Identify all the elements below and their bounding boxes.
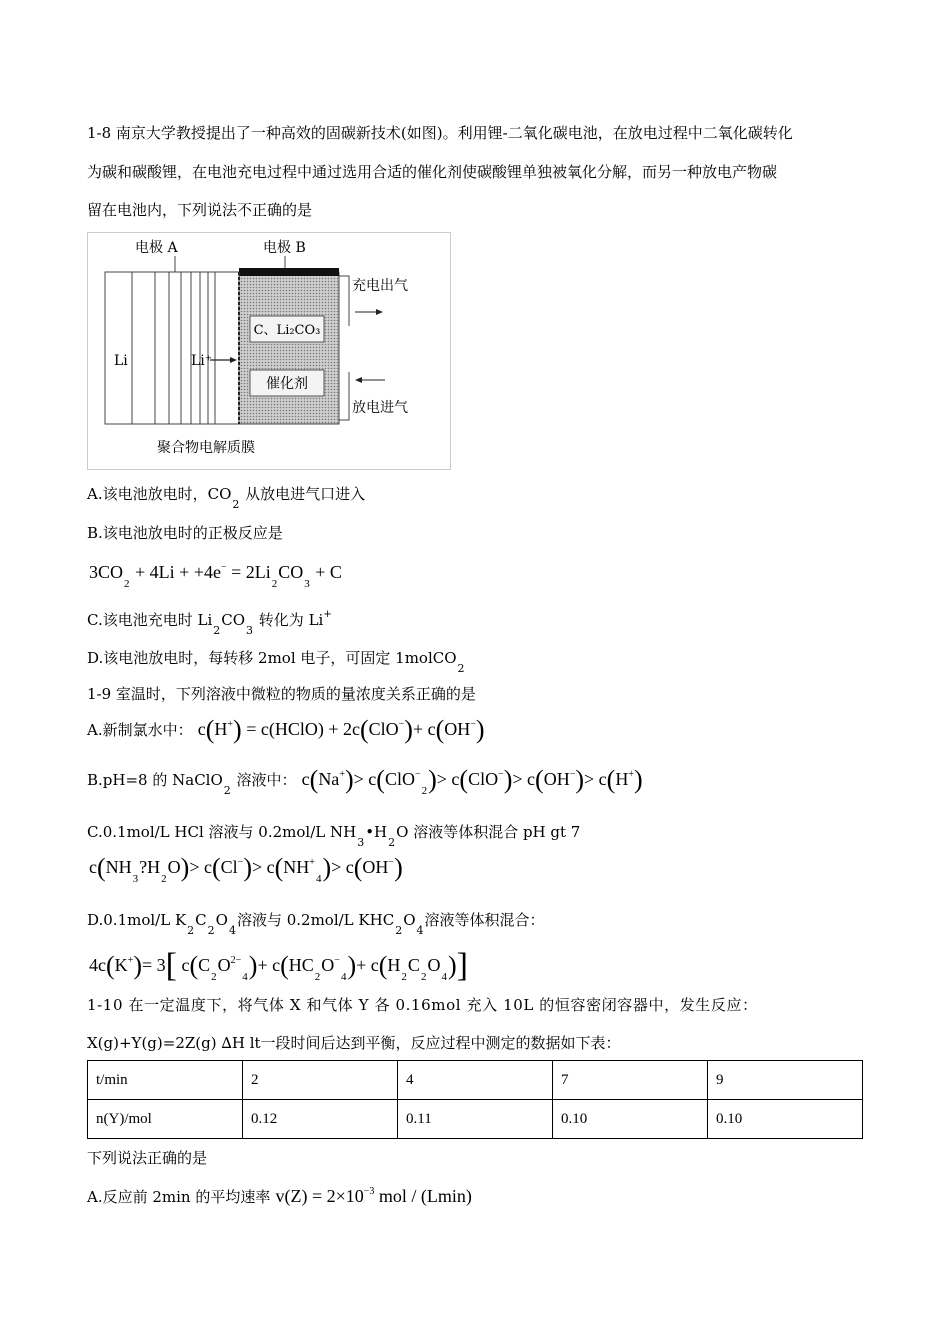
q110-stem-line2: X(g)+Y(g)=2Z(g) ∆H lt一段时间后达到平衡，反应过程中测定的数据如下表：	[87, 1034, 621, 1052]
q18-option-b: B.该电池放电时的正极反应是	[87, 524, 283, 542]
table-cell: n(Y)/mol	[88, 1100, 243, 1139]
q18-line3: 留在电池内，下列说法不正确的是	[87, 201, 313, 219]
q19-option-d-p7: O	[403, 911, 416, 929]
q19-option-c-mid: •H	[365, 823, 388, 841]
eq-b-part-d: CO	[278, 562, 304, 582]
q19-option-d-p1: C	[195, 911, 207, 929]
c-li2co3-label: C、Li₂CO₃	[253, 323, 321, 338]
q19-stem: 1-9 室温时，下列溶液中微粒的物质的量浓度关系正确的是	[87, 685, 476, 703]
eq-b-part-c: = 2Li	[226, 562, 271, 582]
q18-option-d-text: D.该电池放电时，每转移 2mol 电子，可固定 1molCO	[87, 649, 457, 667]
eq-b-part-a: 3CO	[89, 562, 124, 582]
table-cell: t/min	[88, 1061, 243, 1100]
q19-option-c-label: C.0.1mol/L HCl 溶液与 0.2mol/L NH	[87, 823, 357, 841]
q18-option-a-text: A.该电池放电时，CO	[87, 485, 232, 503]
q18-option-c	[87, 609, 332, 637]
q19-option-d-p8: 4	[416, 924, 424, 937]
catalyst-label: 催化剂	[266, 376, 308, 392]
q110-option-a-eq: v(Z) = 2×10	[275, 1186, 364, 1206]
q18-option-c-sub2: 3	[246, 624, 254, 637]
q19-option-d-p2: 2	[207, 924, 215, 937]
q19-option-c-rest: O 溶液等体积混合 pH gt 7	[396, 823, 581, 841]
q18-option-d-sub: 2	[457, 662, 465, 675]
q18-option-d	[87, 648, 466, 675]
table-row	[88, 1100, 863, 1139]
q19-option-a	[87, 712, 485, 752]
table-header-row	[88, 1061, 863, 1100]
q19-option-d-p6: 2	[395, 924, 403, 937]
table-cell: 0.11	[398, 1100, 553, 1139]
q19-option-b-label2: 溶液中：	[231, 771, 297, 789]
q110-option-a-unit: mol / (Lmin)	[374, 1186, 472, 1206]
q19-option-d-formula: 4c(K+)= 3[ $c(C_2O^{2-}_4)+ c(HC_2O^-_4)+ c(H_2C_2O_4)$]	[89, 947, 468, 984]
q19-option-a-label: A.新制氯水中：	[87, 721, 193, 739]
battery-diagram	[87, 232, 451, 470]
q110-stem-line1: 1-10 在一定温度下，将气体 X 和气体 Y 各 0.16mol 充入 10L 的恒容密闭容器中，发生反应：	[87, 996, 758, 1014]
q18-option-c-text: C.该电池充电时 Li	[87, 611, 213, 629]
q18-option-c-sup: +	[323, 609, 332, 620]
li-label: Li	[114, 353, 128, 369]
q110-option-a-sup: −3	[363, 1186, 375, 1197]
eq-b-sub-c: 2	[271, 578, 278, 590]
q18-option-c-mid: CO	[221, 611, 246, 629]
q110-option-a-label: A.反应前 2min 的平均速率	[87, 1188, 271, 1206]
q19-option-c	[87, 822, 581, 849]
membrane-label: 聚合物电解质膜	[157, 440, 255, 456]
q110-option-a	[87, 1186, 472, 1207]
electrode-a-label: 电极 A	[135, 240, 178, 256]
q19-option-d-p5: 溶液与 0.2mol/L KHC	[236, 911, 395, 929]
table-cell: 4	[398, 1061, 553, 1100]
q19-option-c-sub2: 2	[388, 836, 396, 849]
q110-after-table: 下列说法正确的是	[87, 1149, 208, 1167]
q18-option-b-equation	[89, 562, 342, 590]
eq-b-part-e: + C	[310, 562, 342, 582]
q19-option-d-p9: 溶液等体积混合：	[424, 911, 545, 929]
q19-option-d-label: D.0.1mol/L K	[87, 911, 187, 929]
discharge-in-label: 放电进气	[352, 400, 408, 416]
electrode-b-label: 电极 B	[263, 240, 306, 256]
q18-option-a-sub: 2	[232, 498, 240, 511]
q19-option-d-p3: O	[215, 911, 228, 929]
eq-b-sub-a: 2	[124, 578, 130, 590]
data-table	[87, 1060, 863, 1139]
table-cell: 0.10	[708, 1100, 863, 1139]
q19-option-b-formula: c(Na+)> c(ClO−$_2$)> c(ClO−)> c(OH−)> c(H+)	[301, 765, 643, 797]
electrode-b-top-bar	[239, 268, 339, 276]
table-cell: 2	[243, 1061, 398, 1100]
q19-option-a-formula: c(H+) = c(HClO) + 2c(ClO−)+ c(OH−)	[197, 715, 485, 744]
eq-b-sub-d: 3	[304, 578, 310, 590]
q19-option-b	[87, 762, 643, 806]
table-cell: 0.10	[553, 1100, 708, 1139]
q18-line2: 为碳和碳酸锂，在电池充电过程中通过选用合适的催化剂使碳酸锂单独被氧化分解，而另一种放电产物碳	[87, 163, 778, 181]
li-ion-label: Li⁺	[191, 353, 213, 369]
table-cell: 7	[553, 1061, 708, 1100]
q19-option-b-sub: 2	[223, 784, 231, 797]
q19-option-d-p0: 2	[187, 924, 195, 937]
table-cell: 0.12	[243, 1100, 398, 1139]
table-cell: 9	[708, 1061, 863, 1100]
q18-line1: 1-8 南京大学教授提出了一种高效的固碳新技术(如图)。利用锂-二氧化碳电池，在放电过程中二氧化碳转化	[87, 124, 793, 142]
q19-option-d-p4: 4	[228, 924, 236, 937]
electrode-b-block	[239, 272, 339, 424]
q110-option-a-formula	[275, 1186, 471, 1206]
q18-option-a-rest: 从放电进气口进入	[240, 485, 366, 503]
eq-b-sup-b: −	[220, 562, 227, 573]
q18-option-c-sub1: 2	[213, 624, 221, 637]
q18-option-c-rest: 转化为 Li	[254, 611, 324, 629]
q19-option-c-sub1: 3	[357, 836, 365, 849]
q19-option-b-label: B.pH=8 的 NaClO	[87, 771, 223, 789]
eq-b-part-b: + 4Li + +4e	[130, 562, 221, 582]
q18-option-a	[87, 484, 366, 511]
q19-option-d	[87, 910, 545, 937]
charge-out-label: 充电出气	[352, 278, 408, 294]
q19-option-c-formula: $c(NH_3?H_2O)> c(Cl^-)> c(NH^+_4)> c(OH^-)$	[89, 853, 403, 885]
